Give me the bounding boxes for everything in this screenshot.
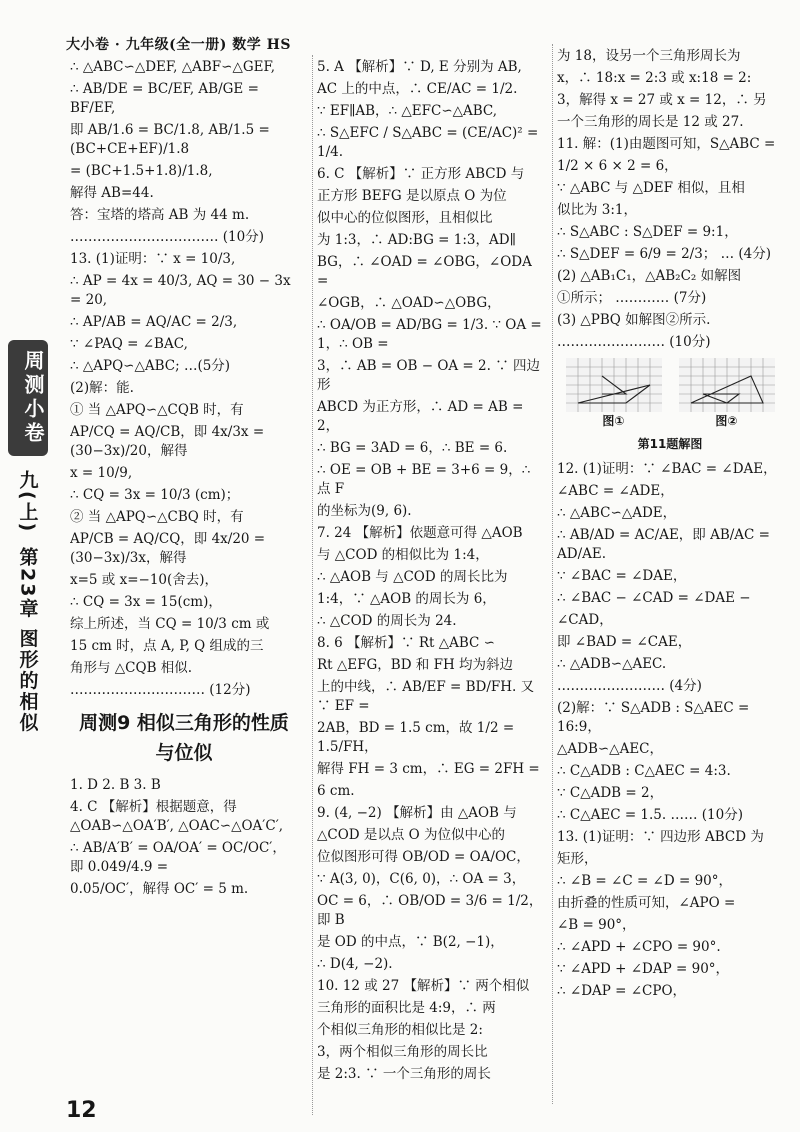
spine-tab (0, 300, 56, 820)
text-line: 为 1:3，∴ AD:BG = 1:3，AD∥ (317, 232, 516, 248)
text-line: △COD 是以点 O 为位似中心的 (317, 827, 506, 843)
section-title: 周测9 相似三角形的性质与位似 (79, 712, 289, 764)
text-line: 答：宝塔的塔高 AB 为 44 m. (70, 207, 250, 223)
text-line: 个相似三角形的相似比是 2: (317, 1022, 483, 1038)
text-line: ABCD 为正方形，∴ AD = AB = 2， (317, 399, 524, 434)
text-line: ∴ AP/AB = AQ/AC = 2/3, (70, 314, 238, 330)
text-line: ∴ △ADB∽△AEC. (557, 656, 667, 672)
text-line: 3，∴ AB = OB − OA = 2. ∵ 四边形 (317, 358, 541, 393)
text-line: OC = 6，∴ OB/OD = 3/6 = 1/2，即 B (317, 893, 543, 928)
text-line: x，∴ 18:x = 2:3 或 x:18 = 2: (557, 70, 752, 86)
text-line: 一个三角形的周长是 12 或 27. (557, 114, 744, 130)
text-line: 11. 解：(1)由题图可知，S△ABC = (557, 136, 776, 152)
text-line: BG，∴ ∠OAD = ∠OBG，∠ODA = (317, 254, 532, 289)
text-line: 的坐标为(9, 6). (317, 503, 412, 519)
text-line: ∴ △APQ∽△ABC; …(5分) (70, 358, 231, 374)
text-line: ∴ D(4, −2). (317, 956, 393, 972)
text-line: 15 cm 时，点 A, P, Q 组成的三 (70, 638, 264, 654)
text-line: ∴ AB/A′B′ = OA/OA′ = OC/OC′，即 0.049/4.9 = (70, 840, 286, 875)
grid-figure-2 (679, 358, 775, 412)
text-line: ∵ ∠PAQ = ∠BAC, (70, 336, 188, 352)
text-line: ① 当 △APQ∽△CQB 时，有 (70, 402, 244, 418)
text-line: ∵ △ABC 与 △DEF 相似，且相 (557, 180, 745, 196)
text-line: ∴ ∠B = ∠C = ∠D = 90°， (557, 873, 732, 889)
text-line: ∴ CQ = 3x = 10/3 (cm)； (70, 487, 240, 503)
text-line: 与 △COD 的相似比为 1:4， (317, 547, 489, 563)
page-header: 大小卷 · 九年级(全一册) 数学 HS (66, 37, 291, 53)
figure-caption: 第11题解图 (637, 437, 703, 451)
text-line: 上的中线，∴ AB/EF = BD/FH. 又 ∵ EF = (317, 679, 535, 714)
text-line: ∴ △ABC∽△DEF, △ABF∽△GEF, (70, 59, 276, 75)
text-line: 三角形的面积比是 4:9，∴ 两 (317, 1000, 496, 1016)
text-line: ∴ △COD 的周长为 24. (317, 613, 457, 629)
text-line: 0.05/OC′，解得 OC′ = 5 m. (70, 881, 249, 897)
text-line: ∵ EF∥AB，∴ △EFC∽△ABC, (317, 103, 498, 119)
text-line: x = 10/9, (70, 465, 133, 481)
text-line: (3) △PBQ 如解图②所示. (557, 312, 711, 328)
text-line: 5. A 【解析】∵ D, E 分别为 AB, (317, 59, 522, 75)
text-line: ∴ OE = OB + BE = 3+6 = 9，∴ 点 F (317, 462, 531, 497)
text-line: 13. (1)证明：∵ x = 10/3, (70, 251, 236, 267)
text-line: ∴ C△ADB : C△AEC = 4:3. (557, 763, 731, 779)
text-line: 9. (4, −2) 【解析】由 △AOB 与 (317, 805, 517, 821)
text-line: ∴ ∠BAC − ∠CAD = ∠DAE − (557, 590, 751, 606)
text-line: AP/CQ = AQ/CB，即 4x/3x = (30−3x)/20，解得 (70, 424, 265, 459)
text-line: (2)解：∵ S△ADB : S△AEC = 16:9， (557, 700, 750, 735)
text-line: 6 cm. (317, 783, 355, 799)
text-line: 位似图形可得 OB/OD = OA/OC， (317, 849, 530, 865)
figure-1 (566, 358, 662, 429)
column-1 (70, 55, 298, 1095)
text-line: 6. C 【解析】∵ 正方形 ABCD 与 (317, 166, 525, 182)
text-line: ∠CAD， (557, 612, 613, 628)
spine-chapter: 第23章 图形的相似 (16, 547, 39, 734)
text-line: 1. D 2. B 3. B (70, 777, 161, 793)
text-line: 7. 24 【解析】依题意可得 △AOB (317, 525, 523, 541)
text-line: …………………… (10分) (557, 334, 711, 350)
text-line: 10. 12 或 27 【解析】∵ 两个相似 (317, 978, 530, 994)
text-line: ∴ ∠DAP = ∠CPO， (557, 983, 687, 999)
solution-figures (557, 358, 783, 429)
text-line: 3，解得 x = 27 或 x = 12，∴ 另 (557, 92, 767, 108)
text-line: ∴ AB/DE = BC/EF, AB/GE = BF/EF, (70, 81, 259, 116)
text-line: ∴ ∠APD + ∠CPO = 90°. (557, 939, 721, 955)
text-line: ∴ S△EFC / S△ABC = (CE/AC)² = 1/4. (317, 125, 539, 160)
text-line: 1:4，∵ △AOB 的周长为 6， (317, 591, 496, 607)
text-line: 由折叠的性质可知，∠APO = (557, 895, 736, 911)
text-line: ∴ AP = 4x = 40/3, AQ = 30 − 3x = 20, (70, 273, 291, 308)
text-line: (2) △AB₁C₁，△AB₂C₂ 如解图 (557, 268, 742, 284)
text-line: △ADB∽△AEC， (557, 741, 664, 757)
text-line: 解得 AB=44. (70, 185, 154, 201)
text-line: 是 OD 的中点，∵ B(2, −1)， (317, 934, 504, 950)
text-line: 矩形， (557, 851, 598, 867)
spine-tab-label: 周测小卷 (8, 340, 48, 456)
text-line: ∴ CQ = 3x = 15(cm)， (70, 594, 222, 610)
text-line: …………………… (4分) (557, 678, 702, 694)
text-line: ∠ABC = ∠ADE， (557, 483, 674, 499)
text-line: ∠OGB，∴ △OAD∽△OBG， (317, 295, 501, 311)
text-line: AC 上的中点，∴ CE/AC = 1/2. (317, 81, 518, 97)
text-line: ①所示； ………… (7分) (557, 290, 707, 306)
text-line: 为 18，设另一个三角形周长为 (557, 48, 741, 64)
text-line: ∵ ∠BAC = ∠DAE， (557, 568, 687, 584)
text-line: 正方形 BEFG 是以原点 O 为位 (317, 188, 507, 204)
text-line: ② 当 △APQ∽△CBQ 时，有 (70, 509, 244, 525)
figure-2-label: 图② (715, 414, 738, 428)
grid-figure-1 (566, 358, 662, 412)
text-line: 似比为 3:1， (557, 202, 638, 218)
text-line: ∵ C△ADB = 2， (557, 785, 664, 801)
text-line: 2AB，BD = 1.5 cm，故 1/2 = 1.5/FH， (317, 720, 515, 755)
text-line: 似中心的位似图形，且相似比 (317, 210, 493, 226)
text-line: 12. (1)证明：∵ ∠BAC = ∠DAE， (557, 461, 777, 477)
figure-1-label: 图① (602, 414, 625, 428)
text-line: Rt △EFG，BD 和 FH 均为斜边 (317, 657, 514, 673)
spine-grade: 九(上) (16, 470, 39, 534)
figure-2 (679, 358, 775, 429)
text-line: 角形与 △CQB 相似. (70, 660, 193, 676)
text-line: ∴ C△AEC = 1.5. …… (10分) (557, 807, 743, 823)
text-line: 是 2:3. ∵ 一个三角形的周长 (317, 1066, 491, 1082)
text-line: ∴ OA/OB = AD/BG = 1/3. ∵ OA = 1，∴ OB = (317, 317, 542, 352)
text-line: 即 ∠BAD = ∠CAE， (557, 634, 692, 650)
text-line: = (BC+1.5+1.8)/1.8, (70, 163, 213, 179)
page-number: 12 (66, 1098, 97, 1123)
column-3 (552, 44, 783, 1104)
text-line: 综上所述，当 CQ = 10/3 cm 或 (70, 616, 270, 632)
text-line: (2)解：能. (70, 380, 134, 396)
text-line: ∴ BG = 3AD = 6，∴ BE = 6. (317, 440, 508, 456)
column-2 (312, 55, 547, 1115)
text-line: 1/2 × 6 × 2 = 6， (557, 158, 678, 174)
text-line: 13. (1)证明：∵ 四边形 ABCD 为 (557, 829, 764, 845)
text-line: 8. 6 【解析】∵ Rt △ABC ∽ (317, 635, 495, 651)
text-line: x=5 或 x=−10(舍去)， (70, 572, 219, 588)
text-line: 4. C 【解析】根据题意，得 △OAB∽△OA′B′, △OAC∽△OA′C′, (70, 799, 284, 834)
text-line: ∴ S△DEF = 6/9 = 2/3； … (4分) (557, 246, 772, 262)
text-line: ………………………… (12分) (70, 682, 251, 698)
text-line: …………………………… (10分) (70, 229, 265, 245)
text-line: ∴ △ABC∽△ADE， (557, 505, 677, 521)
text-line: ∴ AB/AD = AC/AE，即 AB/AC = AD/AE. (557, 527, 770, 562)
text-line: ∵ A(3, 0)，C(6, 0)，∴ OA = 3， (317, 871, 526, 887)
text-line: ∴ S△ABC : S△DEF = 9:1， (557, 224, 738, 240)
text-line: 即 AB/1.6 = BC/1.8, AB/1.5 = (BC+CE+EF)/1.8 (70, 122, 270, 157)
text-line: AP/CB = AQ/CQ，即 4x/20 = (30−3x)/3x，解得 (70, 531, 266, 566)
text-line: ∠B = 90°， (557, 917, 636, 933)
text-line: 3，两个相似三角形的周长比 (317, 1044, 488, 1060)
text-line: ∵ ∠APD + ∠DAP = 90°， (557, 961, 730, 977)
text-line: ∴ △AOB 与 △COD 的周长比为 (317, 569, 508, 585)
text-line: 解得 FH = 3 cm，∴ EG = 2FH = (317, 761, 540, 777)
